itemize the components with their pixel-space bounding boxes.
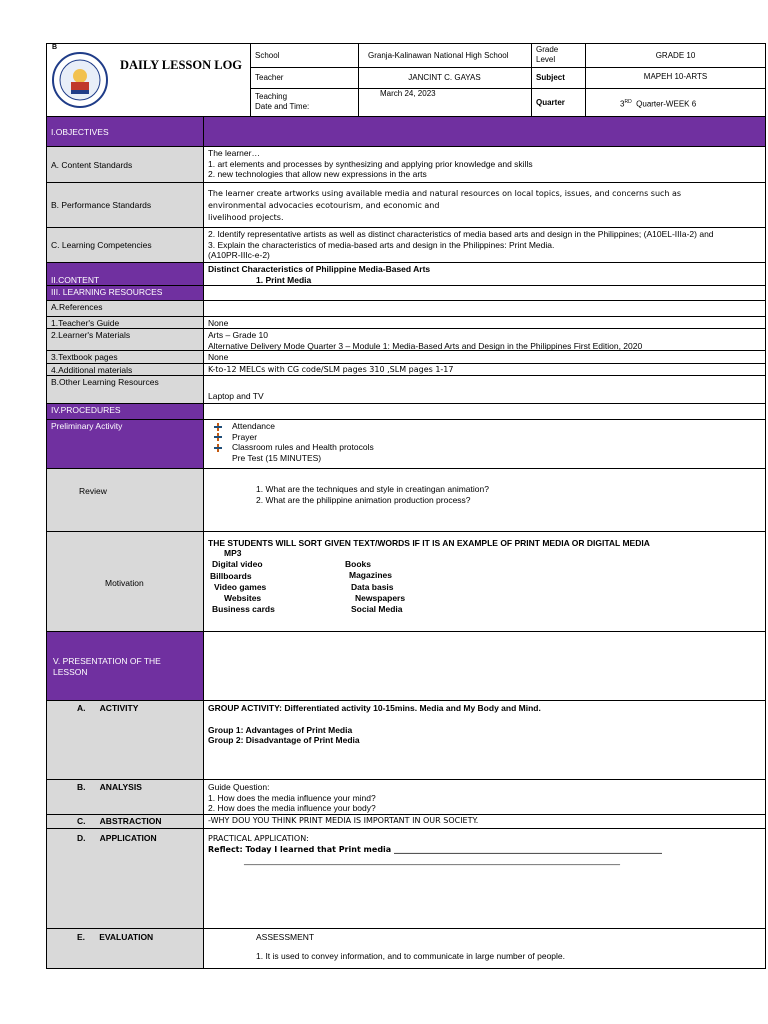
quarter-value — [620, 97, 696, 110]
abstraction-label — [46, 814, 204, 829]
objectives-heading: I.OBJECTIVES — [46, 116, 204, 147]
learners-materials-label: 2.Learner's Materials — [46, 328, 204, 351]
activity-line: GROUP ACTIVITY: Differentiated activity 10-15mins. Media and My Body and Mind. — [208, 703, 541, 713]
learners-materials-line: Alternative Delivery Mode Quarter 3 – Module 1: Media-Based Arts and Design in the Philippines First Edition, 2020 — [208, 340, 643, 351]
performance-standard-line: environmental advocacies ecotourism, and economic and — [208, 201, 440, 210]
motivation-word: Social Media — [351, 604, 403, 615]
teachers-guide-label: 1.Teacher's Guide — [46, 316, 204, 329]
teaching-label: Teaching — [255, 92, 288, 101]
activity-line: Group 1: Advantages of Print Media — [208, 724, 353, 735]
corner-mark: B — [52, 44, 58, 51]
content-line-1: Distinct Characteristics of Philippine Media-Based Arts — [208, 264, 431, 274]
performance-standards-value — [203, 182, 766, 228]
activity-value — [203, 700, 766, 780]
date-time-label: Date and Time: — [255, 102, 310, 111]
activity-label-text: ACTIVITY — [99, 703, 139, 713]
analysis-value — [203, 779, 766, 815]
deped-seal-logo — [52, 52, 108, 108]
motivation-word: Magazines — [349, 570, 392, 581]
analysis-label — [46, 779, 204, 815]
bullet-icon — [214, 423, 222, 431]
application-reflect: Reflect: Today I learned that Print media ___________________________________________________________________ — [208, 845, 662, 854]
textbook-pages-label: 3.Textbook pages — [46, 350, 204, 364]
additional-materials-value: K-to-12 MELCs with CG code/SLM pages 310 ,SLM pages 1-17 — [203, 363, 766, 376]
evaluation-heading: ASSESSMENT — [256, 932, 315, 942]
prelim-item — [208, 442, 761, 453]
learning-competencies-label: C. Learning Competencies — [46, 227, 204, 263]
motivation-word: Business cards — [212, 604, 275, 615]
procedures-heading-fill — [203, 403, 766, 420]
activity-letter: A. — [77, 703, 86, 713]
motivation-word: Digital video — [212, 559, 263, 570]
objectives-heading-fill — [203, 116, 766, 147]
preliminary-activity-value — [203, 419, 766, 469]
learning-resources-heading-fill — [203, 285, 766, 301]
application-letter: D. — [77, 833, 86, 843]
motivation-left-list — [210, 548, 275, 616]
evaluation-value — [203, 928, 766, 969]
school-label: School — [255, 51, 280, 60]
activity-label — [46, 700, 204, 780]
motivation-word: MP3 — [224, 548, 242, 558]
header-divider-h1 — [250, 67, 766, 68]
analysis-line: 1. How does the media influence your mind? — [208, 792, 376, 803]
application-blank-line: ______________________________________________________________________________________________ — [244, 856, 620, 865]
presentation-heading-line: V. PRESENTATION OF THE — [53, 656, 161, 666]
header-divider-v1 — [250, 43, 251, 117]
learning-resources-heading: III. LEARNING RESOURCES — [46, 285, 204, 301]
teacher-value: JANCINT C. GAYAS — [408, 73, 481, 82]
motivation-word: Data basis — [351, 581, 394, 592]
teachers-guide-value: None — [203, 316, 766, 329]
review-value — [203, 468, 766, 532]
motivation-label: Motivation — [46, 531, 204, 632]
quarter-number: 3 — [620, 99, 625, 109]
references-label: A.References — [46, 300, 204, 317]
references-value — [203, 300, 766, 317]
analysis-line: 2. How does the media influence your body? — [208, 803, 376, 813]
learners-materials-value — [203, 328, 766, 351]
analysis-line: Guide Question: — [208, 782, 270, 792]
abstraction-label-text: ABSTRACTION — [99, 816, 162, 826]
content-standards-label: A. Content Standards — [46, 146, 204, 183]
prelim-item-text: Prayer — [232, 431, 258, 442]
prelim-item — [208, 421, 761, 432]
competency-line: (A10PR-IIIc-e-2) — [208, 250, 270, 260]
grade-level-value: GRADE 10 — [655, 51, 696, 60]
motivation-right-list — [345, 559, 405, 615]
content-standards-value — [203, 146, 766, 183]
performance-standards-label: B. Performance Standards — [46, 182, 204, 228]
application-value — [203, 828, 766, 929]
evaluation-label — [46, 928, 204, 969]
motivation-heading: THE STUDENTS WILL SORT GIVEN TEXT/WORDS IF IT IS AN EXAMPLE OF PRINT MEDIA OR DIGITAL MEDIA — [208, 538, 650, 548]
review-label: Review — [46, 468, 204, 532]
analysis-letter: B. — [77, 782, 86, 792]
additional-materials-label: 4.Additional materials — [46, 363, 204, 376]
evaluation-item: 1. It is used to convey information, and to communicate in large number of people. — [256, 950, 566, 961]
motivation-word: Books — [345, 559, 371, 569]
other-resources-value — [203, 375, 766, 404]
school-value: Granja-Kalinawan National High School — [368, 51, 509, 60]
other-resources-label: B.Other Learning Resources — [46, 375, 204, 404]
application-label — [46, 828, 204, 929]
learners-materials-line: Arts – Grade 10 — [208, 330, 269, 340]
teaching-date-label — [255, 92, 309, 112]
evaluation-letter: E. — [77, 932, 86, 942]
quarter-label: Quarter — [536, 98, 565, 107]
pretest-text: Pre Test (15 MINUTES) — [232, 452, 322, 463]
competency-line: 3. Explain the characteristics of media-based arts and design in the Philippines: Print Media. — [208, 239, 555, 250]
motivation-value — [203, 531, 766, 632]
motivation-word: Video games — [214, 581, 267, 592]
date-value: March 24, 2023 — [380, 89, 436, 98]
content-heading: II.CONTENT — [46, 262, 204, 286]
motivation-word: Billboards — [210, 570, 252, 581]
quarter-week: Quarter-WEEK 6 — [636, 99, 697, 109]
prelim-item-text: Classroom rules and Health protocols — [232, 442, 374, 452]
document-title: DAILY LESSON LOG — [120, 58, 243, 72]
content-standard-line: The learner… — [208, 148, 260, 158]
content-standard-line: 1. art elements and processes by synthesizing and applying prior knowledge and skills — [208, 158, 533, 169]
content-value — [203, 262, 766, 286]
bullet-icon — [214, 444, 222, 452]
bullet-icon — [214, 433, 222, 441]
motivation-word: Newspapers — [355, 592, 406, 603]
analysis-label-text: ANALYSIS — [99, 782, 142, 792]
application-label-text: APPLICATION — [99, 833, 157, 843]
activity-line: Group 2: Disadvantage of Print Media — [208, 735, 360, 745]
subject-label: Subject — [536, 73, 565, 82]
competency-line: 2. Identify representative artists as well as distinct characteristics of media based arts and design in the Philippines; (A10EL-IIIa-2) and — [208, 229, 714, 239]
content-standard-line: 2. new technologies that allow new expressions in the arts — [208, 169, 427, 179]
performance-standard-line: The learner create artworks using available media and natural resources on local topics, issues, and concerns such as — [208, 189, 682, 198]
motivation-word: Websites — [224, 593, 262, 604]
textbook-pages-value: None — [203, 350, 766, 364]
abstraction-value: -WHY DOU YOU THINK PRINT MEDIA IS IMPORTANT IN OUR SOCIETY. — [203, 814, 766, 829]
learning-competencies-value — [203, 227, 766, 263]
presentation-heading-fill — [203, 631, 766, 701]
application-heading: PRACTICAL APPLICATION: — [208, 834, 309, 843]
header-divider-h2 — [250, 88, 766, 89]
content-line-2: 1. Print Media — [256, 274, 312, 285]
header-divider-v3 — [531, 43, 532, 117]
quarter-suffix: RD — [624, 99, 632, 105]
grade-level-label: Grade Level — [536, 45, 559, 64]
review-question: 1. What are the techniques and style in creatingan animation? — [256, 484, 489, 494]
performance-standard-line: livelihood projects. — [208, 213, 284, 222]
preliminary-activity-label: Preliminary Activity — [46, 419, 204, 469]
procedures-heading: IV.PROCEDURES — [46, 403, 204, 420]
other-resources-text: Laptop and TV — [208, 391, 264, 401]
subject-value: MAPEH 10-ARTS — [643, 72, 708, 81]
presentation-heading — [46, 631, 204, 701]
abstraction-letter: C. — [77, 816, 86, 826]
prelim-item — [208, 432, 761, 443]
prelim-item-text: Attendance — [232, 421, 276, 431]
teacher-label: Teacher — [255, 73, 284, 82]
presentation-heading-line: LESSON — [53, 666, 88, 677]
evaluation-label-text: EVALUATION — [99, 932, 154, 942]
review-question: 2. What are the philippine animation production process? — [256, 494, 471, 505]
